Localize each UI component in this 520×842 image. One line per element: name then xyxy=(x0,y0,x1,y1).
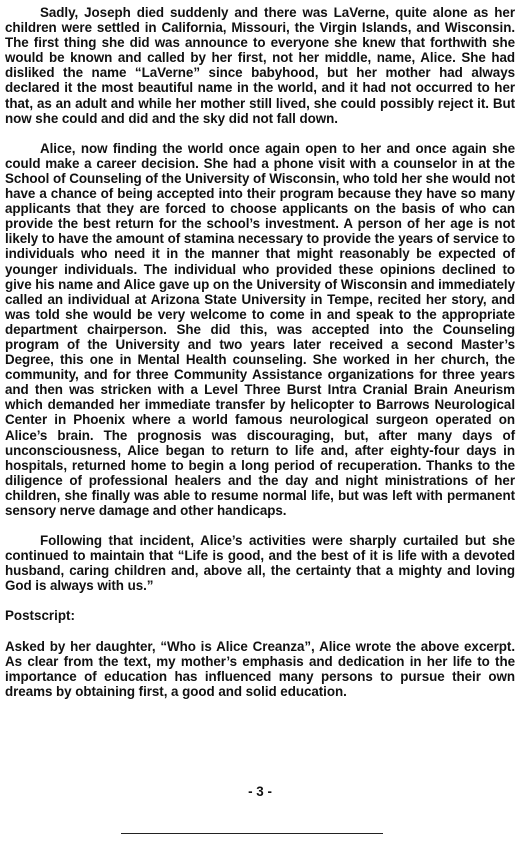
paragraph-gap xyxy=(5,126,515,141)
paragraph-career-decision: Alice, now finding the world once again open to her and once again she could make a career decision. She had a phone visit with a counselor in at the School of Counseling of the University of Wisconsin, who told her she would not have a chance of being accepted into their program because they have so many applicants that they are forced to choose applicants on the basis of who can provide the best return for the school’s investment. A person of her age is not likely to have the amount of stamina necessary to provide the years of service to individuals who need it in the manner that might reasonably be expected of younger individuals. The individual who provided these opinions declined to give his name and Alice gave up on the University of Wisconsin and immediately called an individual at Arizona State University in Tempe, recited her story, and was told she would be very welcome to come in and speak to the appropriate department chairperson. She did this, was accepted into the Counseling program of the University and two years later received a second Master’s Degree, this one in Mental Health counseling. She worked in her church, the community, and for three Community Assistance organizations for three years and then was stricken with a Level Three Burst Intra Cranial Brain Aneurism which demanded her immediate transfer by helicopter to Barrows Neurological Center in Phoenix where a world famous neurological surgeon operated on Alice’s brain. The prognosis was discouraging, but, after many days of unconsciousness, Alice began to return to life and, after eighty-four days in hospitals, returned home to begin a long period of recuperation. Thanks to the diligence of professional healers and the day and night ministrations of her children, she finally was able to resume normal life, but was left with permanent sensory nerve damage and other handicaps. xyxy=(5,140,515,518)
postscript-paragraph: Asked by her daughter, “Who is Alice Creanza”, Alice wrote the above excerpt. As clear from the text, my mother’s emphasis and dedication in her life to the importance of education has influenced many persons to pursue their own dreams by obtaining first, a good and solid education. xyxy=(5,638,515,699)
paragraph-joseph-death: Sadly, Joseph died suddenly and there was LaVerne, quite alone as her children were settled in California, Missouri, the Virgin Islands, and Wisconsin. The first thing she did was announce to everyone she knew that forthwith she would be known and called by her first, not her middle, name, Alice. She had disliked the name “LaVerne” since babyhood, but her mother had always declared it the most beautiful name in the world, and it had not occurred to her that, as an adult and while her mother still lived, she could possibly reject it. But now she could and did and the sky did not fall down. xyxy=(5,5,515,126)
postscript-heading: Postscript: xyxy=(5,608,75,624)
page-number: - 3 - xyxy=(248,784,272,799)
paragraph-life-is-good: Following that incident, Alice’s activities were sharply curtailed but she continued to maintain that “Life is good, and the best of it is life with a devoted husband, caring children and, above all, the certainty that a mighty and loving God is always with us.” xyxy=(5,533,515,594)
paragraph-gap xyxy=(5,518,515,533)
footer-divider xyxy=(121,833,383,834)
paragraph-gap xyxy=(5,593,515,608)
document-page xyxy=(5,5,515,837)
paragraph-gap xyxy=(5,624,515,639)
